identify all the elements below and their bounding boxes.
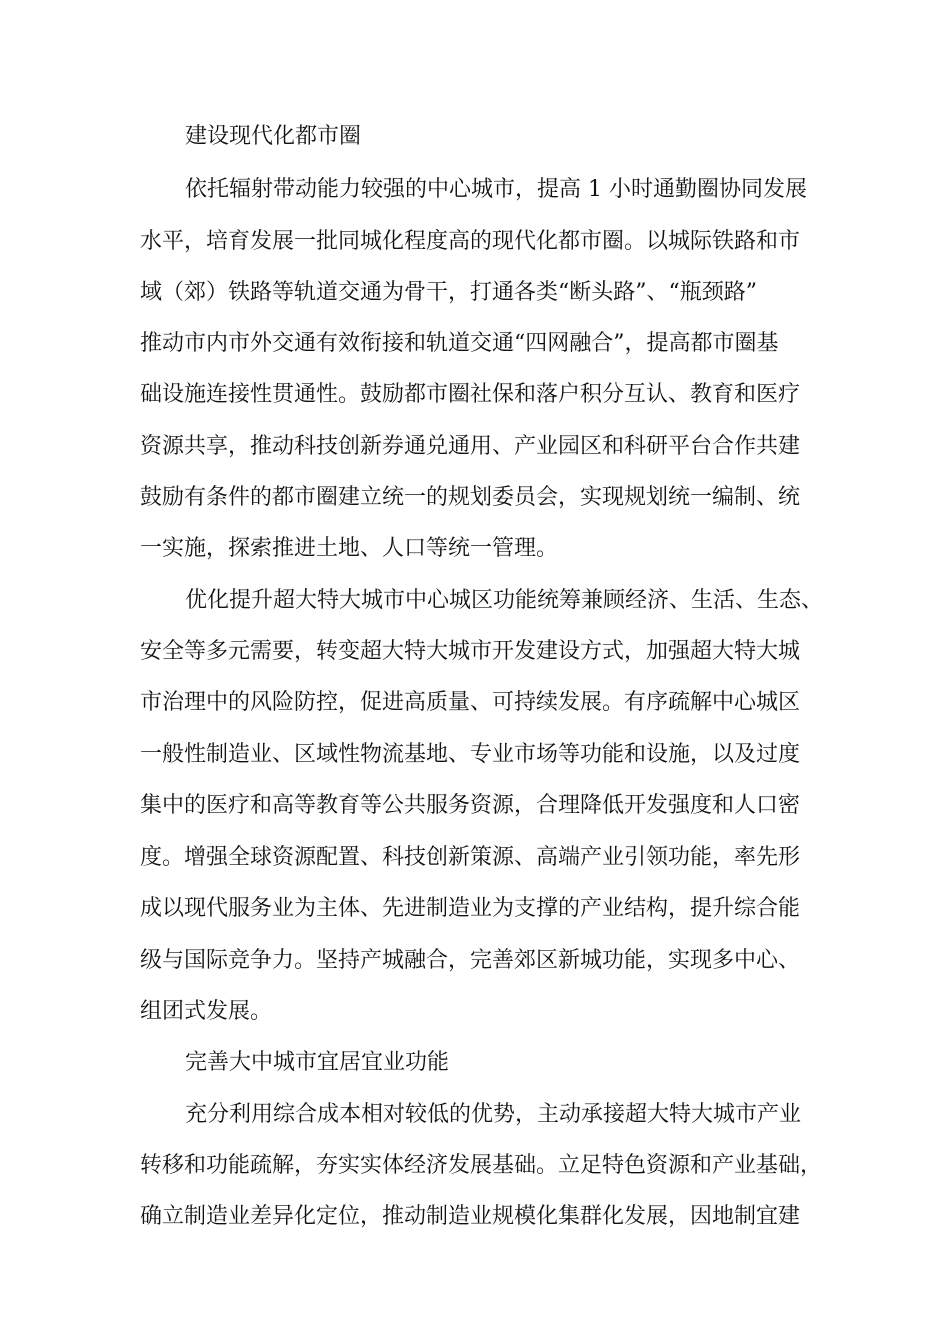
- section-heading: 建设现代化都市圈: [185, 124, 362, 149]
- paragraph-line: 确立制造业差异化定位，推动制造业规模化集群化发展，因地制宜建: [140, 1204, 801, 1229]
- paragraph-line: 水平，培育发展一批同城化程度高的现代化都市圈。以城际铁路和市: [140, 229, 801, 254]
- paragraph-line: 组团式发展。: [140, 999, 273, 1024]
- paragraph-line: 度。增强全球资源配置、科技创新策源、高端产业引领功能，率先形: [140, 845, 801, 870]
- paragraph-line: 依托辐射带动能力较强的中心城市，提高 1 小时通勤圈协同发展: [185, 177, 807, 202]
- paragraph-line: 成以现代服务业为主体、先进制造业为支撑的产业结构，提升综合能: [140, 896, 801, 921]
- paragraph-line: 一般性制造业、区域性物流基地、专业市场等功能和设施，以及过度: [140, 742, 801, 767]
- paragraph-line: 推动市内市外交通有效衔接和轨道交通“四网融合”，提高都市圈基: [140, 331, 779, 356]
- paragraph-line: 础设施连接性贯通性。鼓励都市圈社保和落户积分互认、教育和医疗: [140, 382, 801, 407]
- paragraph-line: 一实施，探索推进土地、人口等统一管理。: [140, 536, 559, 561]
- paragraph-line: 转移和功能疏解，夯实实体经济发展基础。立足特色资源和产业基础，: [140, 1153, 823, 1178]
- paragraph-line: 鼓励有条件的都市圈建立统一的规划委员会，实现规划统一编制、统: [140, 485, 801, 510]
- section-heading: 完善大中城市宜居宜业功能: [185, 1050, 450, 1075]
- paragraph-line: 充分利用综合成本相对较低的优势，主动承接超大特大城市产业: [185, 1102, 802, 1127]
- paragraph-line: 集中的医疗和高等教育等公共服务资源，合理降低开发强度和人口密: [140, 793, 801, 818]
- paragraph-line: 资源共享，推动科技创新券通兑通用、产业园区和科研平台合作共建: [140, 434, 801, 459]
- paragraph-line: 市治理中的风险防控，促进高质量、可持续发展。有序疏解中心城区: [140, 690, 801, 715]
- paragraph-line: 安全等多元需要，转变超大特大城市开发建设方式，加强超大特大城: [140, 639, 801, 664]
- paragraph-line: 级与国际竞争力。坚持产城融合，完善郊区新城功能，实现多中心、: [140, 948, 801, 973]
- paragraph-line: 域（郊）铁路等轨道交通为骨干，打通各类“断头路”、“瓶颈路”: [140, 280, 757, 305]
- paragraph-line: 优化提升超大特大城市中心城区功能统筹兼顾经济、生活、生态、: [185, 588, 824, 613]
